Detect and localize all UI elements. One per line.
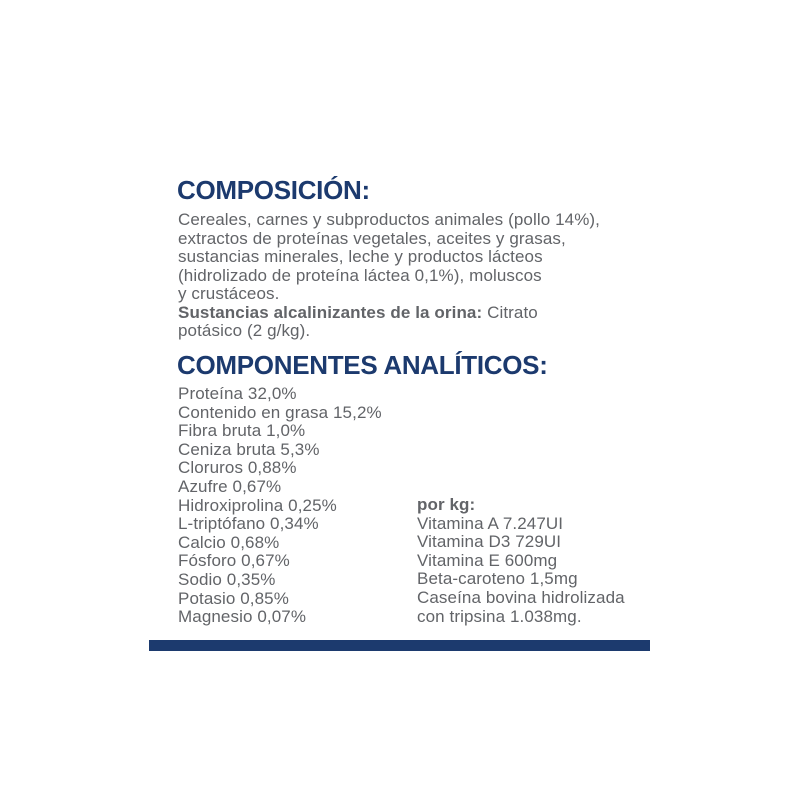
per-kg-line: Vitamina A 7.247UI bbox=[417, 513, 564, 533]
analytical-item: L-triptófano 0,34% bbox=[178, 514, 319, 534]
analytical-item: Sodio 0,35% bbox=[178, 569, 276, 589]
analytical-item: Contenido en grasa 15,2% bbox=[178, 402, 382, 422]
alkalizing-lead-bold: Sustancias alcalinizantes de la orina: bbox=[178, 302, 483, 322]
composition-heading: COMPOSICIÓN: bbox=[177, 175, 370, 205]
per-kg-line: con tripsina 1.038mg. bbox=[417, 606, 582, 626]
analytical-item: Magnesio 0,07% bbox=[178, 607, 307, 627]
per-kg-line: Vitamina D3 729UI bbox=[417, 532, 562, 552]
alkalizing-rest: Citrato bbox=[482, 302, 538, 322]
divider-bar bbox=[149, 640, 650, 651]
analytical-left-column bbox=[178, 385, 382, 627]
per-kg-column bbox=[417, 496, 625, 626]
per-kg-line: Beta-caroteno 1,5mg bbox=[417, 569, 578, 589]
analytical-item: Proteína 32,0% bbox=[178, 384, 297, 403]
per-kg-heading: por kg: bbox=[417, 495, 476, 514]
analytical-item: Hidroxiprolina 0,25% bbox=[178, 495, 337, 515]
analytical-item: Calcio 0,68% bbox=[178, 532, 280, 552]
composition-body bbox=[178, 211, 648, 341]
composition-line: (hidrolizado de proteína láctea 0,1%), moluscos bbox=[178, 265, 542, 285]
analytical-item: Cloruros 0,88% bbox=[178, 458, 297, 478]
per-kg-line: Caseína bovina hidrolizada bbox=[417, 587, 625, 607]
analytical-item: Fibra bruta 1,0% bbox=[178, 421, 306, 441]
per-kg-line: Vitamina E 600mg bbox=[417, 550, 558, 570]
analytical-item: Potasio 0,85% bbox=[178, 588, 289, 608]
alkalizing-line: potásico (2 g/kg). bbox=[178, 321, 311, 340]
alkalizing-line bbox=[178, 304, 648, 323]
analytical-item: Fósforo 0,67% bbox=[178, 551, 290, 571]
analytical-heading: COMPONENTES ANALÍTICOS: bbox=[177, 350, 548, 380]
composition-line: y crustáceos. bbox=[178, 284, 280, 303]
composition-line: sustancias minerales, leche y productos lácteos bbox=[178, 247, 543, 266]
composition-line: Cereales, carnes y subproductos animales (pollo 14%), bbox=[178, 210, 601, 229]
analytical-item: Ceniza bruta 5,3% bbox=[178, 439, 320, 459]
composition-line: extractos de proteínas vegetales, aceites y grasas, bbox=[178, 228, 566, 248]
analytical-item: Azufre 0,67% bbox=[178, 476, 282, 496]
